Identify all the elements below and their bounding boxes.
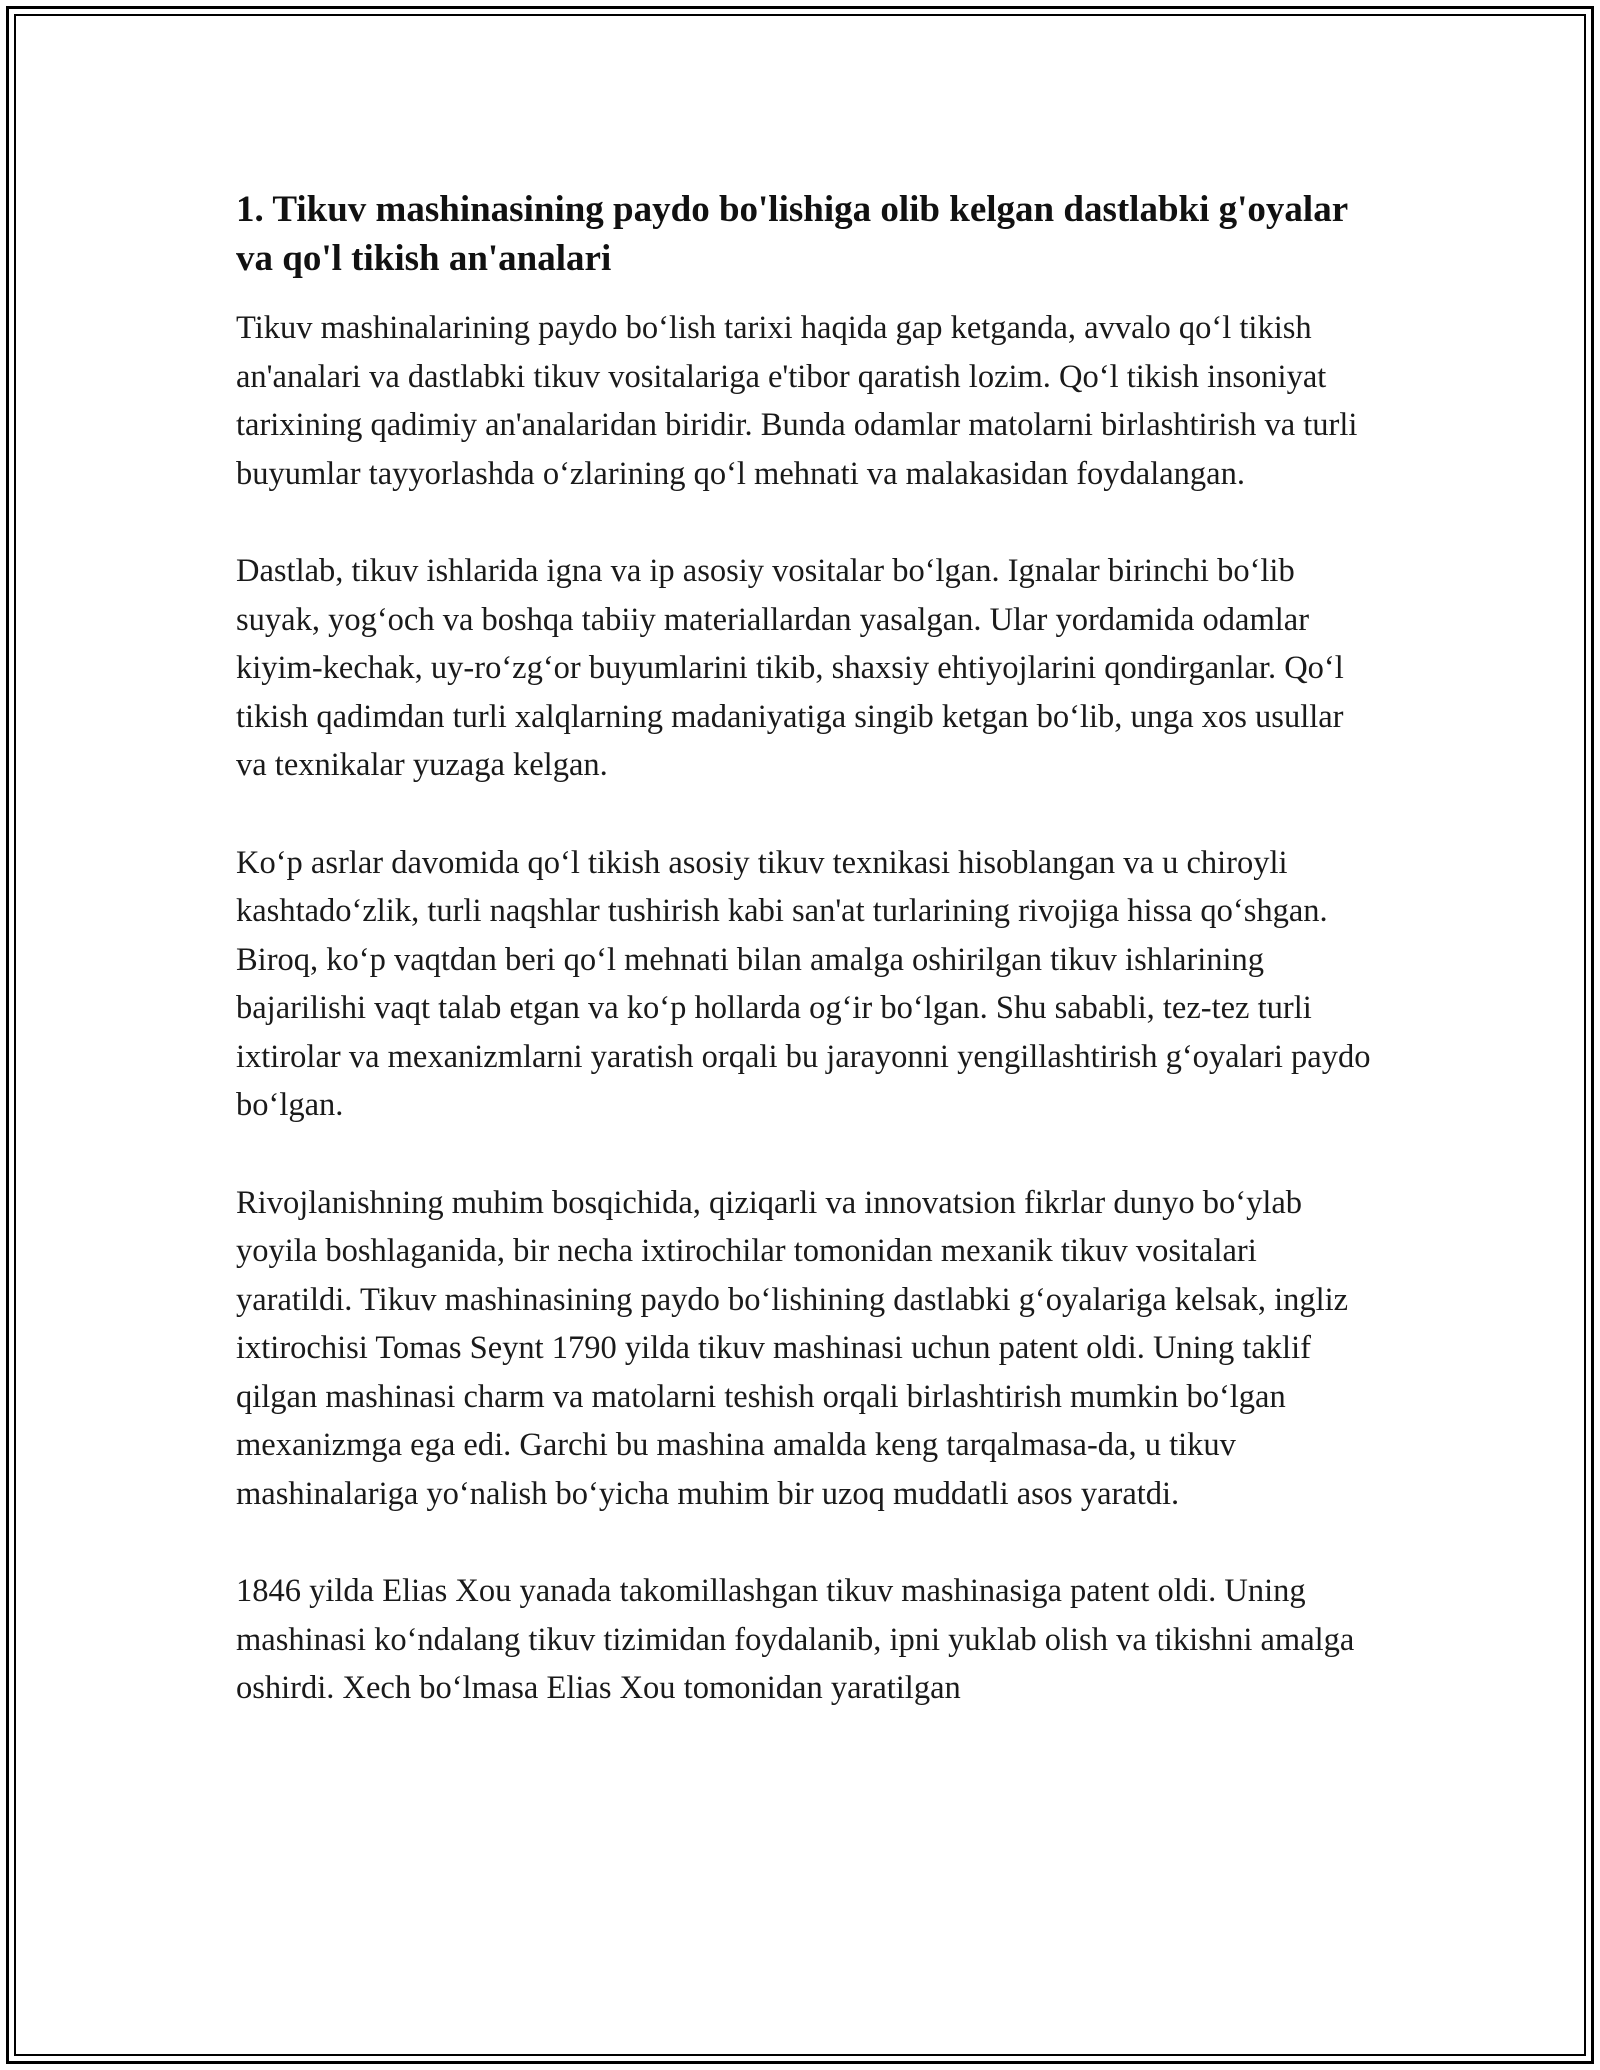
paragraph-3: Koʻp asrlar davomida qoʻl tikish asosiy tikuv texnikasi hisoblangan va u chiroyli kashtadoʻzlik, turli naqshlar tushirish kabi san'at turlarining rivojiga hissa qoʻshgan. Biroq, koʻp vaqtdan beri qoʻl mehnati bilan amalga oshirilgan tikuv ishlarining bajarilishi vaqt talab etgan va koʻp hollarda ogʻir boʻlgan. Shu sababli, tez-tez turli ixtirolar va mexanizmlarni yaratish orqali bu jarayonni yengillashtirish gʻoyalari paydo boʻlgan. xyxy=(236,844,1371,1123)
section-heading: 1. Tikuv mashinasining paydo bo'lishiga olib kelgan dastlabki g'oyalar va qo'l tikish an'analari xyxy=(236,189,1348,279)
paragraph-1: Tikuv mashinalarining paydo boʻlish tarixi haqida gap ketganda, avvalo qoʻl tikish an'analari va dastlabki tikuv vositalariga e'tibor qaratish lozim. Qoʻl tikish insoniyat tarixining qadimiy an'analaridan biridir. Bunda odamlar matolarni birlashtirish va turli buyumlar tayyorlashda oʻzlarining qoʻl mehnati va malakasidan foydalangan. xyxy=(236,310,1358,492)
paragraph-2: Dastlab, tikuv ishlarida igna va ip asosiy vositalar boʻlgan. Ignalar birinchi boʻlib suyak, yogʻoch va boshqa tabiiy materiallardan yasalgan. Ular yordamida odamlar kiyim-kechak, uy-roʻzgʻor buyumlarini tikib, shaxsiy ehtiyojlarini qondirganlar. Qoʻl tikish qadimdan turli xalqlarning madaniyatiga singib ketgan boʻlib, unga xos usullar va texnikalar yuzaga kelgan. xyxy=(236,553,1344,783)
document-body xyxy=(236,185,1371,1713)
paragraph-4: Rivojlanishning muhim bosqichida, qiziqarli va innovatsion fikrlar dunyo boʻylab yoyila boshlaganida, bir necha ixtirochilar tomonidan mexanik tikuv vositalari yaratildi. Tikuv mashinasining paydo boʻlishining dastlabki gʻoyalariga kelsak, ingliz ixtirochisi Tomas Seynt 1790 yilda tikuv mashinasi uchun patent oldi. Uning taklif qilgan mashinasi charm va matolarni teshish orqali birlashtirish mumkin boʻlgan mexanizmga ega edi. Garchi bu mashina amalda keng tarqalmasa-da, u tikuv mashinalariga yoʻnalish boʻyicha muhim bir uzoq muddatli asos yaratdi. xyxy=(236,1184,1349,1512)
paragraph-5: 1846 yilda Elias Xou yanada takomillashgan tikuv mashinasiga patent oldi. Uning mashinasi koʻndalang tikuv tizimidan foydalanib, ipni yuklab olish va tikishni amalga oshirdi. Xech boʻlmasa Elias Xou tomonidan yaratilgan xyxy=(236,1573,1355,1706)
